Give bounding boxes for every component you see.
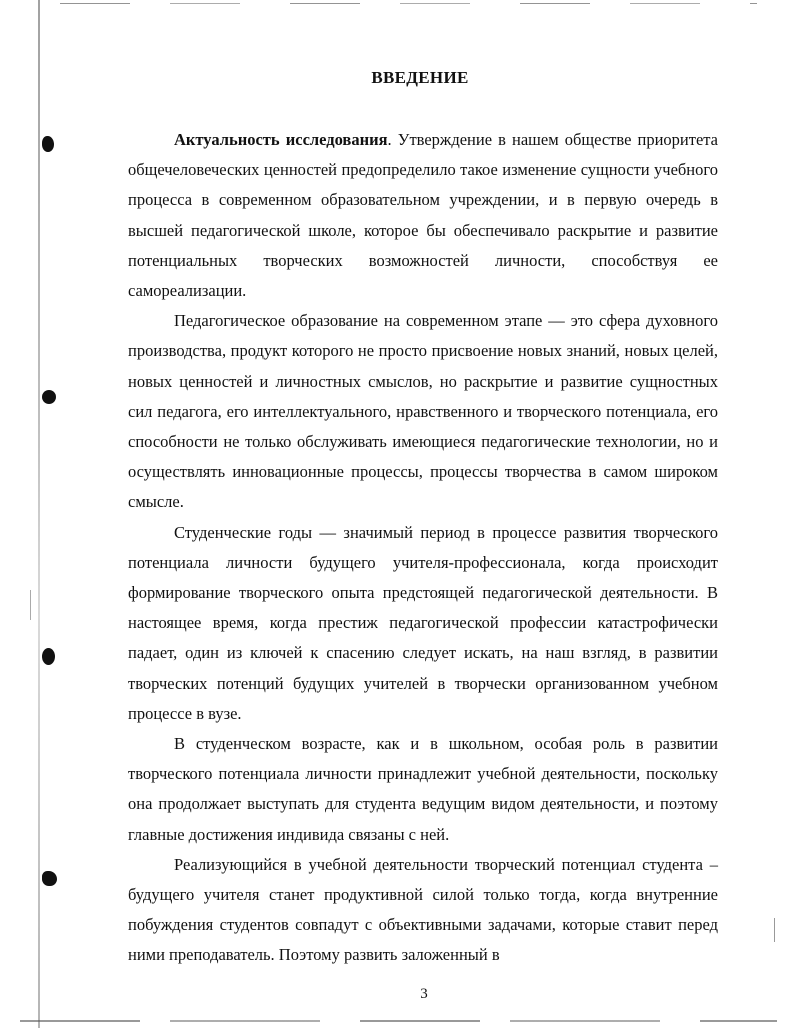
scan-artifact: [774, 918, 775, 942]
paragraph: Педагогическое образование на современном этапе — это сфера духовного производства, продукт которого не просто присвоение новых знаний, новых целей, новых ценностей и личностных смыслов, но раскрытие и развитие сущностных сил педагога, его интеллектуального, нравственного и творческого потенциала, его способности не только обслуживать имеющиеся педагогические технологии, но и осуществлять инновационные процессы, процессы творчества в самом широком смысле.: [128, 311, 718, 512]
punch-hole-mark: [42, 648, 55, 665]
punch-hole-mark: [42, 390, 56, 404]
scan-bottom-edge: [20, 1020, 777, 1022]
paragraph-text: . Утверждение в нашем обществе приоритета общечеловеческих ценностей предопределило такое изменение сущности учебного процесса в современном образовательном учреждении, и в первую очередь в высшей педагогической школе, которое бы обеспечивало раскрытие и развитие потенциальных творческих возможностей личности, способствуя ее самореализации.: [128, 130, 719, 301]
scan-top-edge: [60, 3, 757, 4]
punch-hole-mark: [42, 136, 54, 152]
paragraph: Реализующийся в учебной деятельности творческий потенциал студента – будущего учителя станет продуктивной силой только тогда, когда внутренние побуждения студентов совпадут с объективными задачами, которые ставит перед ними преподаватель. Поэтому развить заложенный в: [128, 854, 718, 965]
paragraph: В студенческом возрасте, как и в школьном, особая роль в развитии творческого потенциала личности принадлежит учебной деятельности, поскольку она продолжает выступать для студента ведущим видом деятельности, и поэтому главные достижения индивида связаны с ней.: [128, 734, 718, 844]
page-title: ВВЕДЕНИЕ: [371, 68, 469, 87]
scan-artifact: [30, 590, 31, 620]
paragraph-lead: Актуальность исследования: [174, 130, 388, 149]
page-number: 3: [420, 986, 428, 1002]
paragraph: Студенческие годы — значимый период в процессе развития творческого потенциала личности будущего учителя-профессионала, когда происходит формирование творческого опыта предстоящей педагогической деятельности. В настоящее время, когда престиж педагогической профессии катастрофически падает, один из ключей к спасению следует искать, на наш взгляд, в развитии творческих потенций будущих учителей в творчески организованном учебном процессе в вузе.: [128, 522, 718, 723]
paragraph: [128, 125, 718, 306]
punch-hole-mark: [42, 871, 57, 886]
scan-left-edge: [38, 0, 40, 1028]
document-body: [128, 125, 718, 971]
